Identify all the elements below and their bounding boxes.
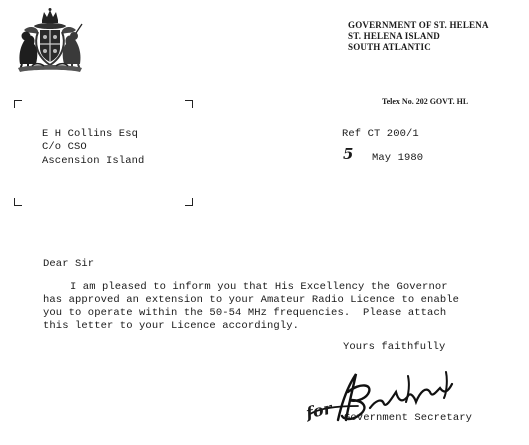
telex-number: Telex No. 202 GOVT. HL (382, 97, 469, 106)
date-day-handwritten: 5 (343, 145, 354, 163)
address-line-1: E H Collins Esq (42, 128, 139, 140)
address-window-corner-bottom-left (14, 198, 22, 206)
signatory-prefix-handwritten: for (304, 398, 334, 423)
letterhead-line-1: GOVERNMENT OF ST. HELENA (348, 20, 489, 30)
paragraph-line-1: I am pleased to inform you that His Excellency the Governor (70, 281, 448, 293)
letterhead-line-2: ST. HELENA ISLAND (348, 31, 441, 41)
salutation: Dear Sir (43, 258, 95, 270)
address-line-3: Ascension Island (42, 155, 145, 167)
reference-number: Ref CT 200/1 (342, 128, 419, 140)
address-window-corner-bottom-right (185, 198, 193, 206)
closing: Yours faithfully (343, 341, 446, 353)
coat-of-arms-icon (14, 8, 86, 74)
address-window-corner-top-right (185, 100, 193, 108)
paragraph-line-3: you to operate within the 50-54 MHz frequencies. Please attach (43, 307, 447, 319)
address-line-2: C/o CSO (42, 141, 87, 153)
letterhead-line-3: SOUTH ATLANTIC (348, 42, 431, 52)
address-window-corner-top-left (14, 100, 22, 108)
signatory-title: Government Secretary (344, 412, 473, 424)
paragraph-line-4: this letter to your Licence accordingly. (43, 320, 300, 332)
date-month-year: May 1980 (372, 152, 424, 164)
paragraph-line-2: has approved an extension to your Amateur Radio Licence to enable (43, 294, 460, 306)
